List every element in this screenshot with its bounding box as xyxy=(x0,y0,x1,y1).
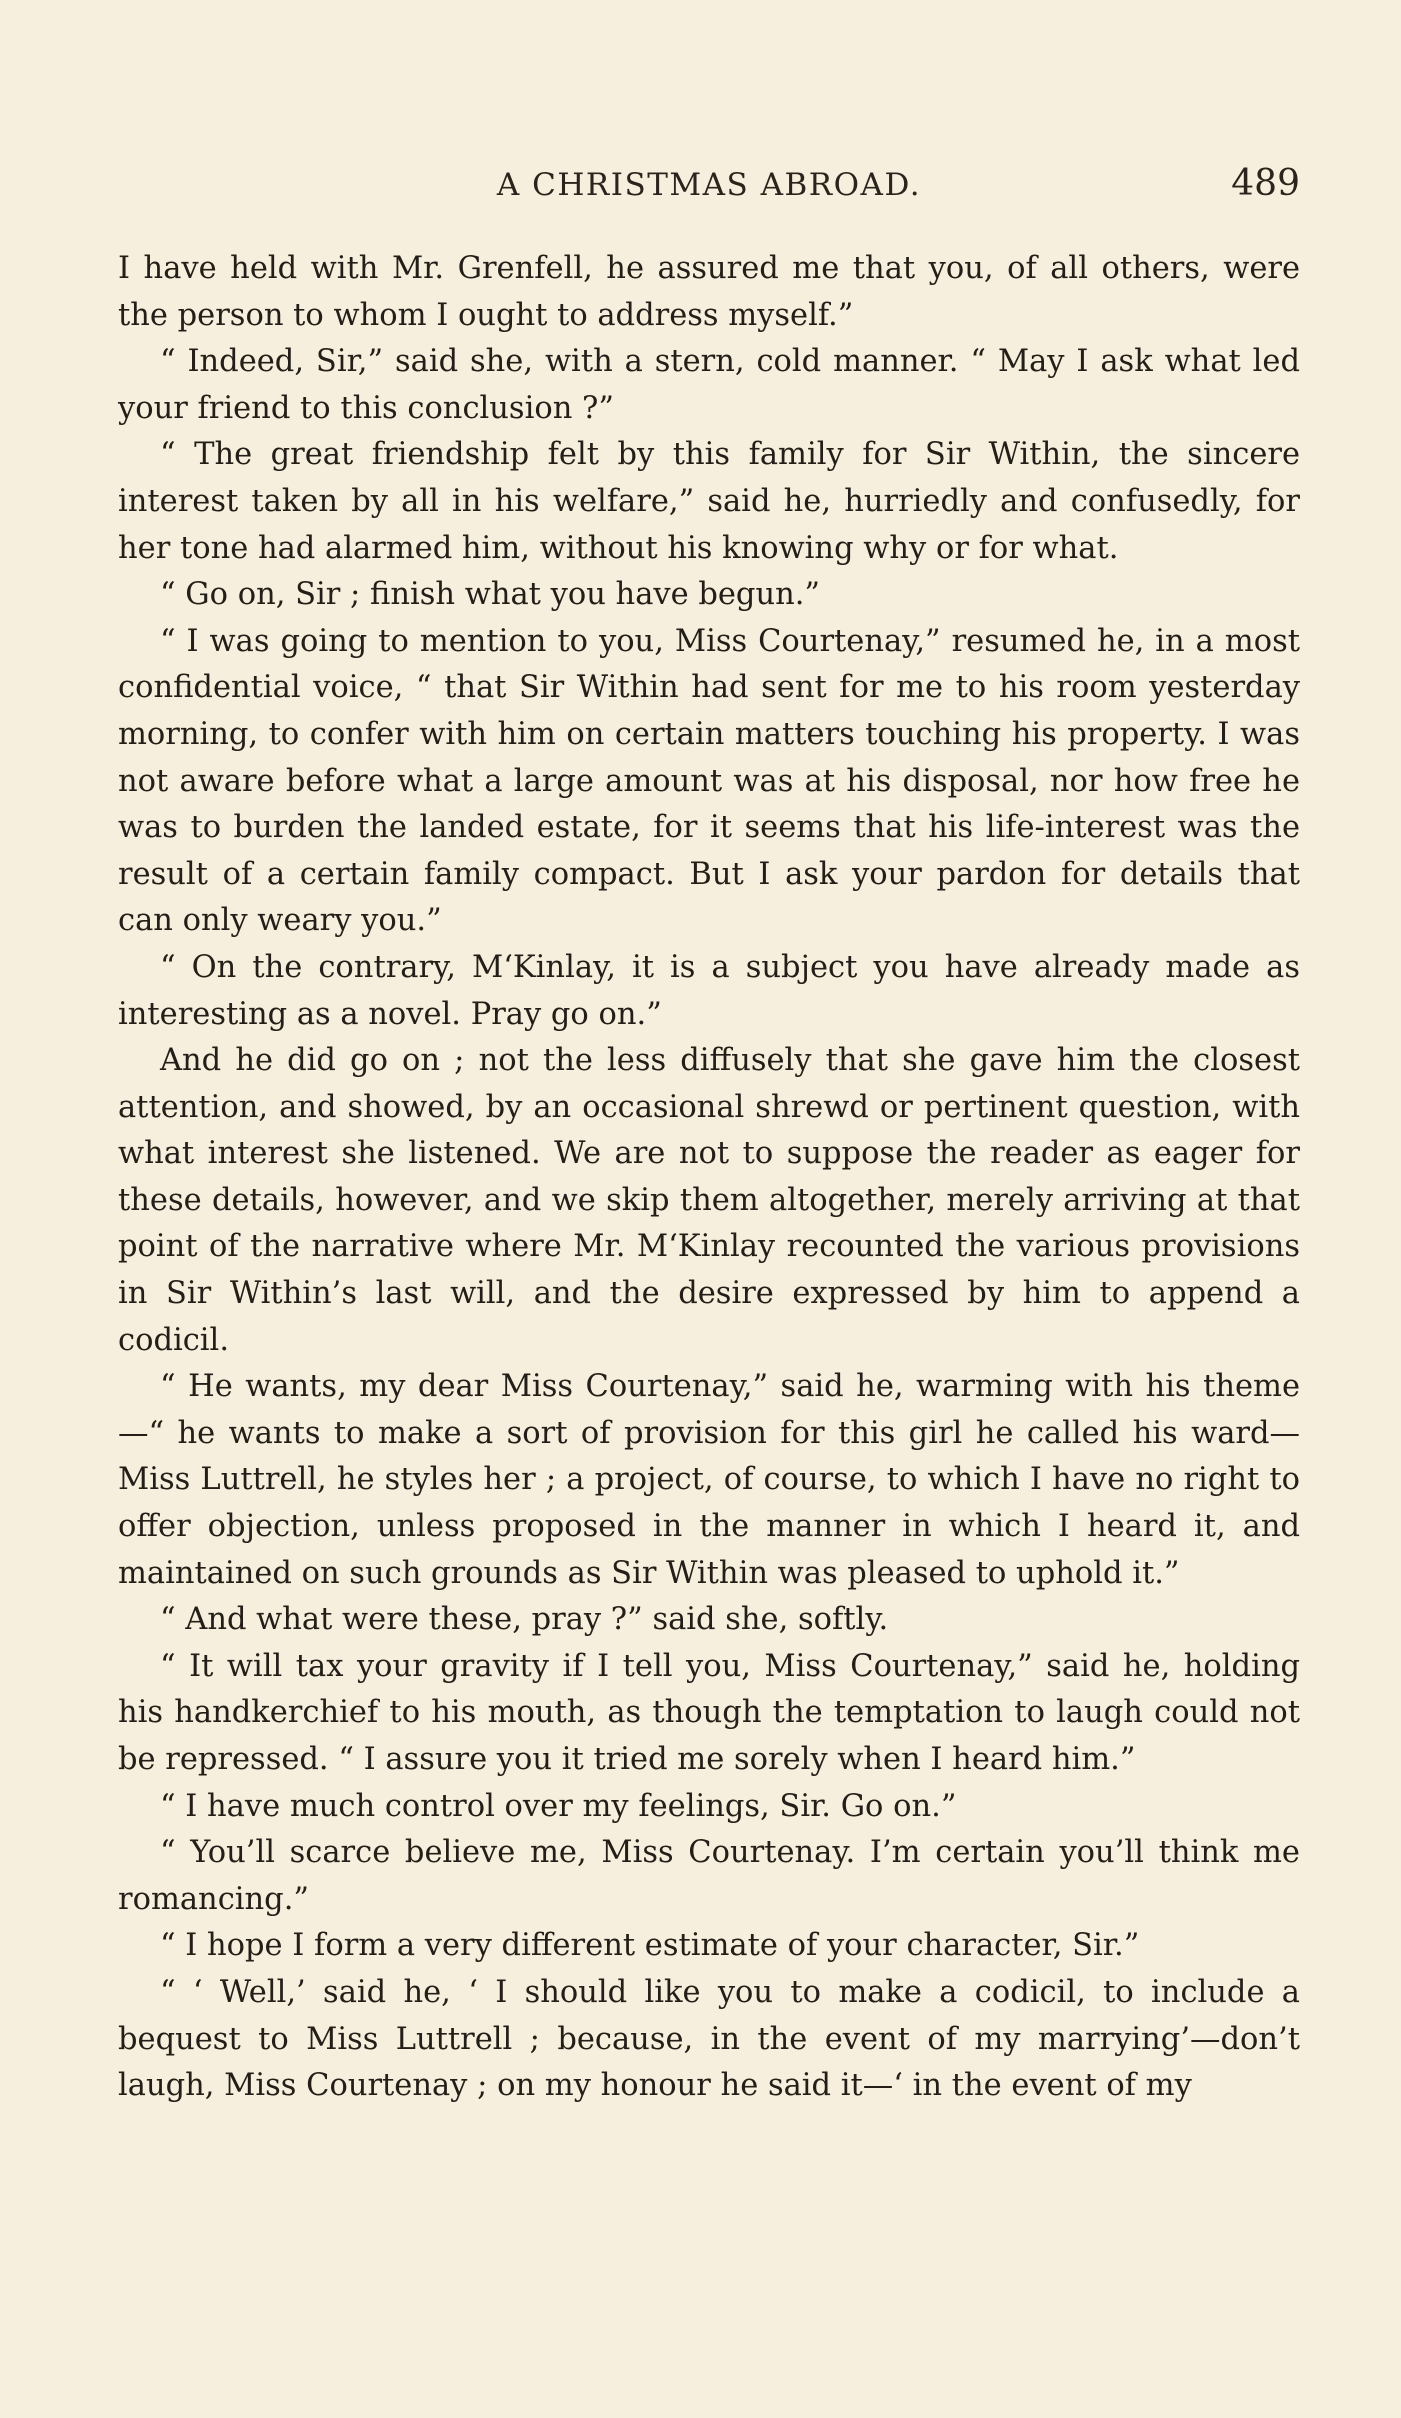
paragraph: “ I have much control over my feelings, Sir. Go on.” xyxy=(160,1788,957,1824)
paragraph: “ The great friendship felt by this family for Sir Within, the sincere interest taken by all in his welfare,” said he, hurriedly and confusedly, for her tone had alarmed him, without his knowing why or for what. xyxy=(118,437,1300,566)
body-text xyxy=(118,246,1300,2110)
paragraph: I have held with Mr. Grenfell, he assured me that you, of all others, were the person to whom I ought to address myself.” xyxy=(118,251,1300,333)
paragraph: And he did go on ; not the less diffusely that she gave him the closest attention, and showed, by an occasional shrewd or pertinent question, with what interest she listened. We are not to suppose the reader as eager for these details, however, and we skip them altogether, merely arriving at that point of the narrative where Mr. M‘Kinlay recounted the various provisions in Sir Within’s last will, and the desire expressed by him to append a codicil. xyxy=(118,1043,1300,1358)
running-head: A CHRISTMAS ABROAD. xyxy=(496,167,922,203)
paragraph: “ On the contrary, M‘Kinlay, it is a subject you have already made as interesting as a novel. Pray go on.” xyxy=(118,949,1300,1032)
paragraph: “ I hope I form a very different estimate of your character, Sir.” xyxy=(160,1928,1140,1964)
page-header xyxy=(118,163,1300,213)
paragraph: “ I was going to mention to you, Miss Courtenay,” resumed he, in a most confidential voice, “ that Sir Within had sent for me to his room yesterday morning, to confer with him on certain matters touching his property. I was not aware before what a large amount was at his disposal, nor how free he was to burden the landed estate, for it seems that his life-interest was the result of a certain family compact. But I ask your pardon for details that can only weary you.” xyxy=(118,623,1300,939)
paragraph: “ He wants, my dear Miss Courtenay,” said he, warming with his theme—“ he wants to make a sort of provision for this girl he called his ward—Miss Luttrell, he styles her ; a project, of course, to which I have no right to offer objection, unless proposed in the manner in which I heard it, and maintained on such grounds as Sir Within was pleased to uphold it.” xyxy=(118,1369,1300,1591)
paragraph: “ Go on, Sir ; finish what you have begun.” xyxy=(160,577,821,613)
paragraph: “ Indeed, Sir,” said she, with a stern, cold manner. “ May I ask what led your friend to this conclusion ?” xyxy=(118,344,1300,426)
paragraph: “ It will tax your gravity if I tell you, Miss Courtenay,” said he, holding his handkerchief to his mouth, as though the temptation to laugh could not be repressed. “ I assure you it tried me sorely when I heard him.” xyxy=(118,1648,1300,1777)
paragraph: “ ‘ Well,’ said he, ‘ I should like you to make a codicil, to include a bequest to Miss Luttrell ; because, in the event of my marrying’—don’t laugh, Miss Courtenay ; on my honour he said it—‘ in the event of my xyxy=(118,1974,1300,2104)
paragraph: “ And what were these, pray ?” said she, softly. xyxy=(160,1602,889,1638)
page-number: 489 xyxy=(1231,163,1300,204)
paragraph: “ You’ll scarce believe me, Miss Courtenay. I’m certain you’ll think me romancing.” xyxy=(118,1835,1300,1917)
